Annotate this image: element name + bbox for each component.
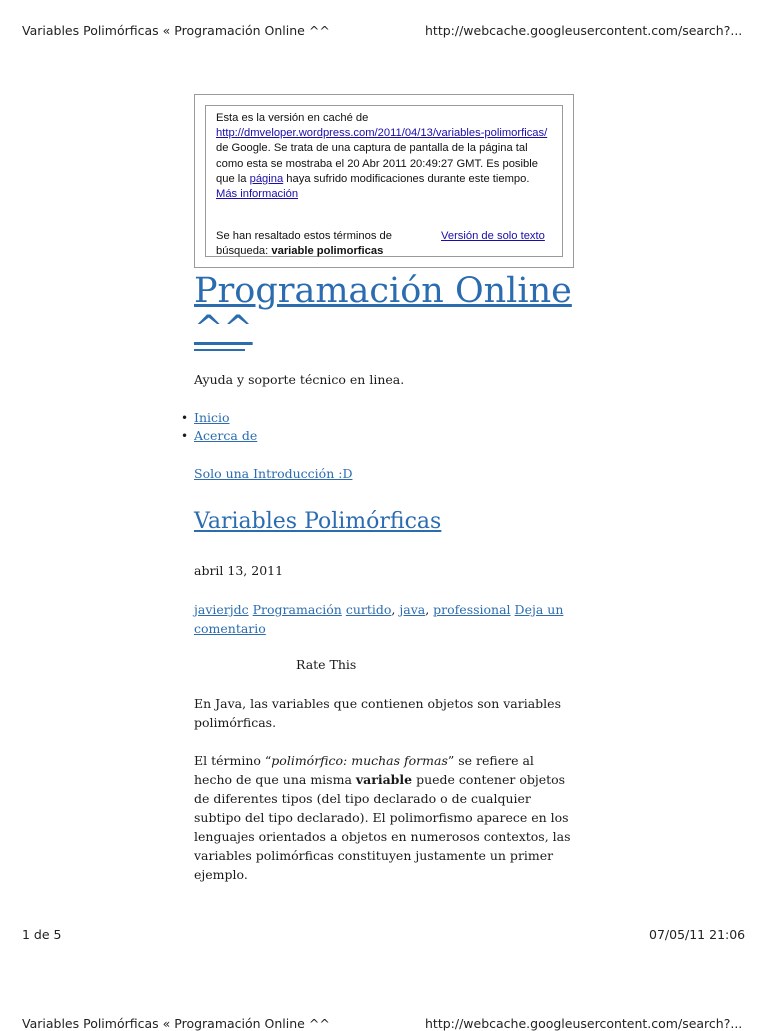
comment-link[interactable]: Deja un comentario xyxy=(194,602,564,636)
title-divider xyxy=(194,349,245,351)
nav-link-acerca[interactable]: Acerca de xyxy=(194,428,258,443)
tag-link-professional[interactable]: professional xyxy=(433,602,511,617)
para2-text-a: El término “ xyxy=(194,753,272,768)
para2-keyword: variable xyxy=(355,772,413,787)
search-terms-note xyxy=(216,229,421,259)
author-link[interactable]: javierjdc xyxy=(194,602,249,617)
page-link[interactable]: página xyxy=(249,172,284,185)
para2-text-b: ” se refiere al hecho de que una misma xyxy=(194,753,534,787)
site-title-link[interactable]: Programación Online ^^ xyxy=(194,271,572,349)
print-header-url: http://webcache.googleusercontent.com/search?... xyxy=(425,23,743,38)
print-header-title: Variables Polimórficas « Programación Online ^^ xyxy=(22,23,330,38)
nav-item-inicio xyxy=(194,409,257,427)
post-date: abril 13, 2011 xyxy=(194,563,284,578)
print-footer-datetime: 07/05/11 21:06 xyxy=(649,927,746,942)
cache-text-a: de Google. Se trata de una captura de pantalla de la página tal como esta se mostraba el 20 Abr 2011 20:49:27 GMT. Es posible que la xyxy=(216,142,538,185)
cache-text-b: haya sufrido modificaciones durante este tiempo. xyxy=(283,172,530,185)
main-nav xyxy=(194,409,257,445)
text-only-link[interactable]: Versión de solo texto xyxy=(441,230,545,242)
previous-post-link[interactable]: Solo una Introducción :D xyxy=(194,466,353,481)
search-terms-prefix: Se han resaltado estos términos de búsqueda: xyxy=(216,230,392,258)
cached-page-link[interactable]: http://dmveloper.wordpress.com/2011/04/13/variables-polimorficas/ xyxy=(216,127,548,140)
para2-emphasis: polimórfico: muchas formas xyxy=(271,753,448,768)
tag-link-curtido[interactable]: curtido xyxy=(345,602,392,617)
text-only-version xyxy=(441,229,561,244)
print-footer-page: 1 de 5 xyxy=(22,927,62,942)
cache-intro-text: Esta es la versión en caché de xyxy=(216,112,369,124)
post-title-link[interactable]: Variables Polimórficas xyxy=(194,509,442,534)
post-meta: javierjdc Programación curtido, java, professional Deja un comentario xyxy=(194,602,564,636)
next-page-header-url: http://webcache.googleusercontent.com/search?... xyxy=(425,1016,743,1031)
cache-notice-frame xyxy=(194,94,574,268)
nav-item-acerca xyxy=(194,427,257,445)
post-paragraph-2 xyxy=(194,751,574,884)
nav-link-inicio[interactable]: Inicio xyxy=(194,410,230,425)
cache-notice xyxy=(205,105,563,257)
rate-this[interactable]: Rate This xyxy=(296,657,357,672)
category-link[interactable]: Programación xyxy=(252,602,342,617)
next-page-header-title: Variables Polimórficas « Programación Online ^^ xyxy=(22,1016,330,1031)
para2-text-c: puede contener objetos de diferentes tipos (del tipo declarado o de cualquier subtipo del tipo declarado). El polimorfismo aparece en los lenguajes orientados a objetos en numerosos contextos, las variables polimórficas constituyen justamente un primer ejemplo. xyxy=(194,772,571,882)
tag-link-java[interactable]: java xyxy=(399,602,426,617)
more-info-link[interactable]: Más información xyxy=(216,188,299,201)
site-tagline: Ayuda y soporte técnico en linea. xyxy=(194,372,405,387)
search-terms: variable polimorficas xyxy=(271,245,384,258)
post-paragraph-1: En Java, las variables que contienen objetos son variables polimórficas. xyxy=(194,696,561,730)
